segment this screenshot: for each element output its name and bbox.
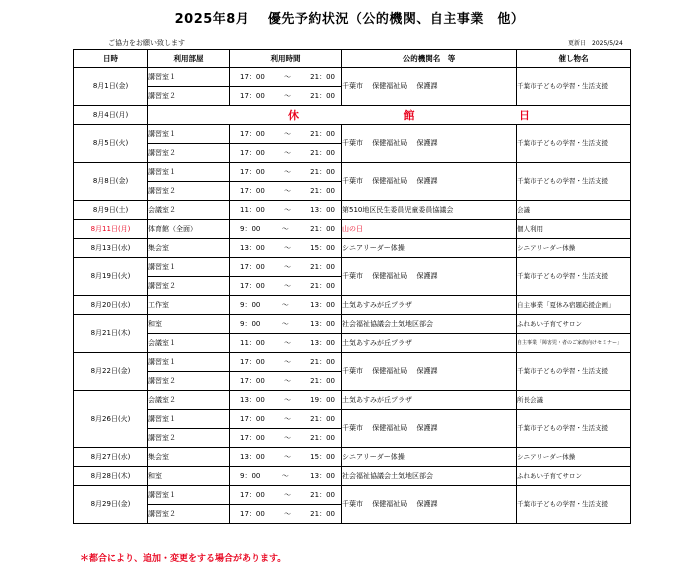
table-row (74, 486, 631, 505)
event-cell: 千葉市子どもの学習・生活支援 (517, 353, 631, 391)
start-time: 17：00 (240, 414, 265, 423)
time-cell (230, 277, 342, 296)
time-range (230, 226, 341, 233)
time-cell (230, 296, 342, 315)
table-row (74, 220, 631, 239)
tilde: ～ (284, 167, 291, 176)
date-cell: 8月4日(月) (74, 106, 148, 125)
date-cell: 8月13日(水) (74, 239, 148, 258)
room-cell: 講習室１ (148, 486, 230, 505)
event-cell: 千葉市子どもの学習・生活支援 (517, 258, 631, 296)
end-time: 15：00 (310, 243, 335, 252)
date-cell: 8月27日(水) (74, 448, 148, 467)
page-title: 2025年8月 優先予約状況（公的機関、自主事業 他） (174, 12, 525, 27)
room-cell: 講習室２ (148, 505, 230, 524)
time-cell (230, 372, 342, 391)
tilde: ～ (284, 205, 291, 214)
end-time: 19：00 (310, 395, 335, 404)
time-range (230, 473, 341, 480)
event-cell: シニアリーダー体操 (517, 239, 631, 258)
table-row (74, 163, 631, 182)
time-range (230, 150, 341, 157)
start-time: 17：00 (240, 262, 265, 271)
org-cell: 社会福祉協議会土気地区部会 (342, 467, 517, 486)
event-cell: 千葉市子どもの学習・生活支援 (517, 125, 631, 163)
table-header-row (74, 50, 631, 68)
time-cell (230, 220, 342, 239)
org-cell: 土気あすみが丘プラザ (342, 391, 517, 410)
end-time: 13：00 (310, 319, 335, 328)
date-cell: 8月26日(火) (74, 391, 148, 448)
event-cell: 千葉市子どもの学習・生活支援 (517, 410, 631, 448)
start-time: 13：00 (240, 452, 265, 461)
time-range (230, 188, 341, 195)
time-cell (230, 258, 342, 277)
tilde: ～ (284, 376, 291, 385)
closed-char: 館 (403, 108, 415, 122)
room-cell: 講習室２ (148, 277, 230, 296)
time-cell (230, 239, 342, 258)
room-cell: 和室 (148, 467, 230, 486)
time-cell (230, 163, 342, 182)
event-cell: 自主事業「障害児・者のご家族向けセミナー」 (517, 334, 631, 353)
tilde: ～ (284, 414, 291, 423)
table-row (74, 258, 631, 277)
table-row (74, 410, 631, 429)
event-cell: 会議 (517, 201, 631, 220)
event-cell: 千葉市子どもの学習・生活支援 (517, 486, 631, 524)
end-time: 15：00 (310, 452, 335, 461)
tilde: ～ (281, 300, 289, 309)
room-cell: 講習室２ (148, 429, 230, 448)
date-cell: 8月20日(水) (74, 296, 148, 315)
tilde: ～ (284, 243, 291, 252)
date-cell: 8月9日(土) (74, 201, 148, 220)
tilde: ～ (284, 72, 291, 81)
end-time: 21：00 (310, 281, 335, 290)
time-range (230, 378, 341, 385)
time-cell (230, 201, 342, 220)
org-cell: 千葉市 保健福祉局 保護課 (342, 163, 517, 201)
start-time: 9：00 (240, 471, 261, 480)
end-time: 21：00 (310, 414, 335, 423)
event-cell: 自主事業「夏休み宿題応援企画」 (517, 296, 631, 315)
time-range (230, 454, 341, 461)
time-cell (230, 68, 342, 87)
room-cell: 講習室１ (148, 353, 230, 372)
tilde: ～ (284, 357, 291, 366)
event-cell: 千葉市子どもの学習・生活支援 (517, 163, 631, 201)
header-room: 利用部屋 (148, 50, 230, 68)
room-cell: 和室 (148, 315, 230, 334)
org-cell: 山の日 (342, 220, 517, 239)
event-cell: 千葉市子どもの学習・生活支援 (517, 68, 631, 106)
table-row (74, 448, 631, 467)
end-time: 21：00 (310, 490, 335, 499)
room-cell: 集会室 (148, 448, 230, 467)
tilde: ～ (281, 319, 289, 328)
end-time: 21：00 (310, 509, 335, 518)
start-time: 17：00 (240, 129, 265, 138)
time-cell (230, 448, 342, 467)
start-time: 17：00 (240, 357, 265, 366)
time-cell (230, 334, 342, 353)
start-time: 13：00 (240, 395, 265, 404)
table-row (74, 106, 631, 125)
header-time: 利用時間 (230, 50, 342, 68)
room-cell: 講習室１ (148, 125, 230, 144)
end-time: 21：00 (310, 167, 335, 176)
time-cell (230, 410, 342, 429)
updated-date: 更新日 2025/5/24 (568, 40, 623, 47)
time-range (230, 397, 341, 404)
event-cell: 所長会議 (517, 391, 631, 410)
time-range (230, 74, 341, 81)
time-range (230, 492, 341, 499)
start-time: 9：00 (240, 300, 261, 309)
start-time: 17：00 (240, 281, 265, 290)
time-range (230, 93, 341, 100)
time-range (230, 131, 341, 138)
time-cell (230, 467, 342, 486)
end-time: 13：00 (310, 300, 335, 309)
date-cell: 8月21日(木) (74, 315, 148, 353)
start-time: 11：00 (240, 205, 265, 214)
cooperation-note: ご協力をお願い致します (108, 39, 185, 47)
tilde: ～ (284, 91, 291, 100)
org-cell: シニアリーダー体操 (342, 448, 517, 467)
event-cell: 個人利用 (517, 220, 631, 239)
org-cell: シニアリーダー体操 (342, 239, 517, 258)
end-time: 21：00 (310, 129, 335, 138)
time-range (230, 245, 341, 252)
org-cell: 土気あすみが丘プラザ (342, 334, 517, 353)
end-time: 21：00 (310, 148, 335, 157)
room-cell: 講習室１ (148, 258, 230, 277)
org-cell: 千葉市 保健福祉局 保護課 (342, 410, 517, 448)
closed-cell (148, 106, 631, 125)
start-time: 17：00 (240, 433, 265, 442)
start-time: 17：00 (240, 490, 265, 499)
org-cell: 社会福祉協議会土気地区部会 (342, 315, 517, 334)
start-time: 13：00 (240, 243, 265, 252)
start-time: 17：00 (240, 167, 265, 176)
reservation-table (73, 49, 631, 524)
date-cell: 8月8日(金) (74, 163, 148, 201)
table-row (74, 391, 631, 410)
time-cell (230, 315, 342, 334)
room-cell: 講習室２ (148, 182, 230, 201)
room-cell: 体育館（全面） (148, 220, 230, 239)
closed-char: 日 (519, 108, 530, 122)
date-cell: 8月5日(火) (74, 125, 148, 163)
end-time: 21：00 (310, 72, 335, 81)
time-cell (230, 391, 342, 410)
start-time: 17：00 (240, 148, 265, 157)
org-cell: 千葉市 保健福祉局 保護課 (342, 486, 517, 524)
event-cell: ふれあい子育てサロン (517, 467, 631, 486)
end-time: 21：00 (310, 262, 335, 271)
end-time: 21：00 (310, 433, 335, 442)
time-range (230, 321, 341, 328)
start-time: 17：00 (240, 72, 265, 81)
table-row (74, 315, 631, 334)
room-cell: 講習室２ (148, 144, 230, 163)
end-time: 21：00 (310, 224, 335, 233)
tilde: ～ (284, 186, 291, 195)
table-row (74, 334, 631, 353)
room-cell: 講習室２ (148, 372, 230, 391)
tilde: ～ (284, 338, 291, 347)
start-time: 17：00 (240, 509, 265, 518)
end-time: 13：00 (310, 338, 335, 347)
org-cell: 千葉市 保健福祉局 保護課 (342, 68, 517, 106)
tilde: ～ (284, 148, 291, 157)
time-range (230, 283, 341, 290)
org-cell: 千葉市 保健福祉局 保護課 (342, 258, 517, 296)
tilde: ～ (284, 490, 291, 499)
header-org: 公的機関名 等 (342, 50, 517, 68)
date-cell: 8月28日(木) (74, 467, 148, 486)
start-time: 9：00 (240, 319, 261, 328)
event-cell: ふれあい子育てサロン (517, 315, 631, 334)
time-cell (230, 353, 342, 372)
time-cell (230, 505, 342, 524)
time-range (230, 416, 341, 423)
table-row (74, 125, 631, 144)
org-cell: 千葉市 保健福祉局 保護課 (342, 353, 517, 391)
tilde: ～ (281, 471, 289, 480)
time-range (230, 511, 341, 518)
date-cell: 8月11日(月) (74, 220, 148, 239)
time-cell (230, 144, 342, 163)
tilde: ～ (281, 224, 289, 233)
time-range (230, 302, 341, 309)
org-cell: 土気あすみが丘プラザ (342, 296, 517, 315)
tilde: ～ (284, 281, 291, 290)
start-time: 17：00 (240, 186, 265, 195)
room-cell: 会議室２ (148, 391, 230, 410)
time-range (230, 359, 341, 366)
time-range (230, 207, 341, 214)
end-time: 21：00 (310, 186, 335, 195)
table-row (74, 296, 631, 315)
date-cell: 8月29日(金) (74, 486, 148, 524)
tilde: ～ (284, 129, 291, 138)
org-cell: 千葉市 保健福祉局 保護課 (342, 125, 517, 163)
tilde: ～ (284, 509, 291, 518)
room-cell: 講習室１ (148, 163, 230, 182)
room-cell: 講習室１ (148, 68, 230, 87)
room-cell: 集会室 (148, 239, 230, 258)
time-range (230, 340, 341, 347)
closed-label (148, 110, 630, 121)
end-time: 21：00 (310, 91, 335, 100)
table-body (74, 68, 631, 524)
header-event: 催し物名 (517, 50, 631, 68)
event-cell: シニアリーダー体操 (517, 448, 631, 467)
room-cell: 講習室２ (148, 87, 230, 106)
time-cell (230, 486, 342, 505)
room-cell: 会議室２ (148, 201, 230, 220)
room-cell: 会議室１ (148, 334, 230, 353)
tilde: ～ (284, 452, 291, 461)
tilde: ～ (284, 262, 291, 271)
time-cell (230, 125, 342, 144)
room-cell: 工作室 (148, 296, 230, 315)
tilde: ～ (284, 395, 291, 404)
start-time: 9：00 (240, 224, 261, 233)
date-cell: 8月1日(金) (74, 68, 148, 106)
tilde: ～ (284, 433, 291, 442)
date-cell: 8月22日(金) (74, 353, 148, 391)
time-cell (230, 182, 342, 201)
room-cell: 講習室１ (148, 410, 230, 429)
table-row (74, 353, 631, 372)
start-time: 17：00 (240, 91, 265, 100)
time-range (230, 264, 341, 271)
org-cell: 第510地区民生委員児童委員協議会 (342, 201, 517, 220)
time-range (230, 435, 341, 442)
start-time: 11：00 (240, 338, 265, 347)
end-time: 13：00 (310, 205, 335, 214)
table-row (74, 467, 631, 486)
table-row (74, 201, 631, 220)
table-row (74, 68, 631, 87)
closed-char: 休 (288, 108, 299, 122)
date-cell: 8月19日(火) (74, 258, 148, 296)
footer-note: ＊都合により、追加・変更をする場合があります。 (80, 554, 287, 564)
start-time: 17：00 (240, 376, 265, 385)
time-cell (230, 87, 342, 106)
table-row (74, 239, 631, 258)
end-time: 21：00 (310, 376, 335, 385)
time-range (230, 169, 341, 176)
header-date: 日時 (74, 50, 148, 68)
end-time: 21：00 (310, 357, 335, 366)
time-cell (230, 429, 342, 448)
end-time: 13：00 (310, 471, 335, 480)
